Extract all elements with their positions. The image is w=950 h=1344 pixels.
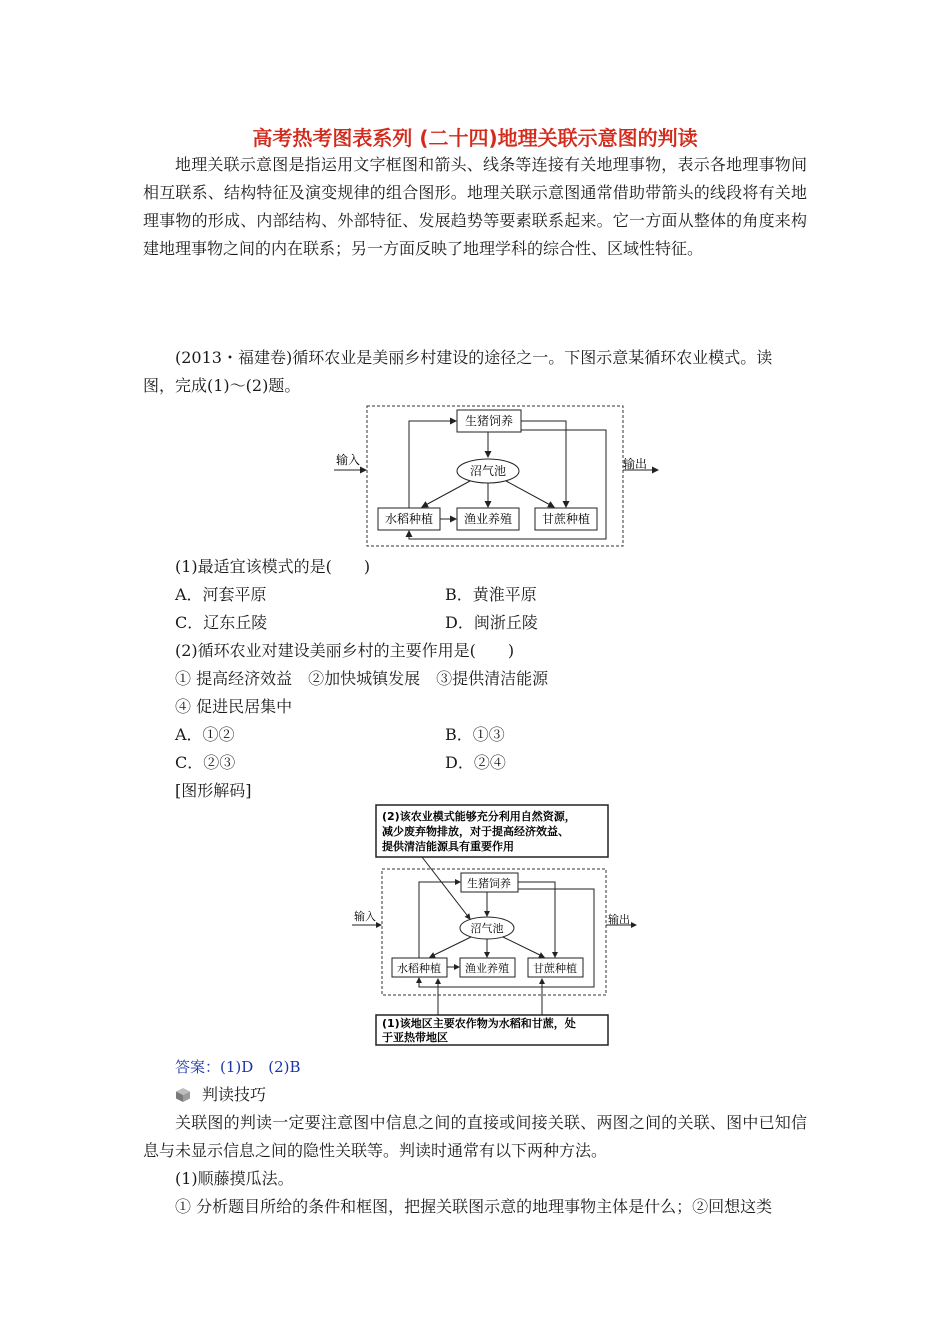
q2-options-line-2: ④ 促进民居集中 [175, 697, 293, 716]
label-sugarcane-2: 甘蔗种植 [533, 962, 577, 975]
question-intro-line-1: (2013・福建卷)循环农业是美丽乡村建设的途径之一。下图示意某循环农业模式。读 [175, 348, 773, 367]
method-1-title: (1)顺藤摸瓜法。 [175, 1169, 294, 1188]
label-fish-2: 渔业养殖 [465, 962, 509, 975]
q2-stem: (2)循环农业对建设美丽乡村的主要作用是( ) [175, 641, 515, 660]
label-rice-2: 水稻种植 [397, 962, 441, 975]
question-intro-line-2: 图，完成(1)～(2)题。 [143, 376, 301, 395]
q2-options-line-1: ① 提高经济效益 ②加快城镇发展 ③提供清洁能源 [175, 669, 549, 688]
circular-agriculture-diagram [330, 402, 670, 550]
q1-option-d: D．闽浙丘陵 [445, 613, 538, 632]
note-top-line-1: (2)该农业模式能够充分利用自然资源， [382, 810, 576, 823]
label-sugarcane: 甘蔗种植 [541, 512, 591, 526]
note-top-line-2: 减少废弃物排放，对于提高经济效益、 [382, 825, 569, 838]
answer: 答案：(1)D (2)B [175, 1058, 301, 1076]
q2-option-a: A．①② [175, 725, 235, 744]
intro-paragraph: 地理关联示意图是指运用文字框图和箭头、线条等连接有关地理事物，表示各地理事物间相互联系、结构特征及演变规律的组合图形。地理关联示意图通常借助带箭头的线段将有关地理事物的形成、内部结构、外部特征、发展趋势等要素联系起来。它一方面从整体的角度来构建地理事物之间的内在联系；另一方面反映了地理学科的综合性、区域性特征。 [143, 155, 807, 258]
decode-label: [图形解码] [175, 781, 252, 800]
output-label-2: 输出 [608, 913, 630, 926]
note-bottom-line-2: 于亚热带地区 [382, 1031, 448, 1044]
label-rice: 水稻种植 [384, 512, 434, 526]
q1-option-a: A．河套平原 [175, 585, 267, 604]
section-label: 判读技巧 [202, 1085, 267, 1104]
label-pig-2: 生猪饲养 [467, 877, 511, 890]
q2-option-c: C．②③ [175, 753, 236, 772]
label-biogas: 沼气池 [469, 464, 507, 478]
note-bottom-line-1: (1)该地区主要农作物为水稻和甘蔗，处 [382, 1017, 576, 1030]
output-label: 输出 [623, 457, 648, 471]
method-1-text: ① 分析题目所给的条件和框图，把握关联图示意的地理事物主体是什么；②回想这类 [175, 1197, 773, 1216]
label-pig: 生猪饲养 [464, 414, 514, 428]
q2-option-b: B．①③ [445, 725, 505, 744]
q1-option-c: C．辽东丘陵 [175, 613, 268, 632]
input-label: 输入 [336, 453, 361, 467]
input-label-2: 输入 [354, 910, 376, 923]
cube-icon [175, 1087, 191, 1103]
q1-stem: (1)最适宜该模式的是( ) [175, 557, 371, 576]
label-biogas-2: 沼气池 [470, 922, 504, 935]
q1-option-b: B．黄淮平原 [445, 585, 537, 604]
decoded-diagram [350, 803, 640, 1047]
skills-paragraph: 关联图的判读一定要注意图中信息之间的直接或间接关联、两图之间的关联、图中已知信息与未显示信息之间的隐性关联等。判读时通常有以下两种方法。 [143, 1113, 807, 1160]
page-title: 高考热考图表系列 (二十四)地理关联示意图的判读 [252, 126, 698, 150]
note-top-line-3: 提供清洁能源具有重要作用 [382, 840, 514, 853]
q2-option-d: D．②④ [445, 753, 506, 772]
label-fish: 渔业养殖 [463, 512, 513, 526]
